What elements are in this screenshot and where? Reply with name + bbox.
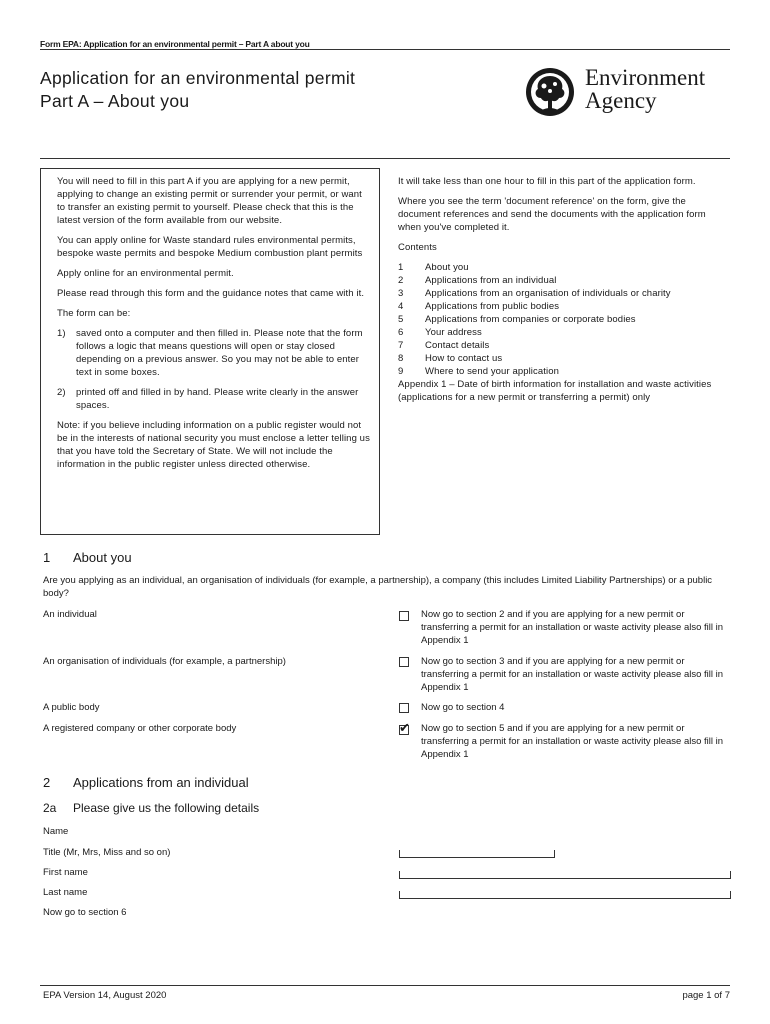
section-title: About you	[73, 550, 132, 565]
section-2a-heading	[43, 801, 259, 815]
logo-line-2: Agency	[585, 88, 657, 113]
contents-label: Applications from companies or corporate bodies	[425, 314, 636, 325]
title-label: Title (Mr, Mrs, Miss and so on)	[43, 847, 171, 858]
intro-paragraph: The form can be:	[57, 308, 131, 319]
contents-title: Contents	[398, 242, 437, 253]
contents-number: 6	[398, 327, 404, 338]
list-item-number: 1)	[57, 328, 66, 339]
section-1-heading	[43, 550, 132, 565]
list-item	[57, 386, 370, 412]
checkbox-organisation[interactable]	[399, 657, 409, 667]
title-line-2: Part A – About you	[40, 91, 190, 111]
logo-text	[585, 66, 705, 112]
name-label: Name	[43, 826, 69, 837]
option-label-individual: An individual	[43, 609, 97, 620]
contents-label: About you	[425, 262, 469, 273]
contents-label: Where to send your application	[425, 366, 559, 377]
contents-item[interactable]	[398, 261, 728, 274]
go-to-section-6: Now go to section 6	[43, 907, 127, 918]
contents-item[interactable]	[398, 313, 728, 326]
right-column	[398, 175, 728, 404]
contents-item[interactable]	[398, 352, 728, 365]
apply-online-link[interactable]: Apply online for an environmental permit.	[57, 268, 234, 279]
intro-text	[57, 175, 370, 478]
contents-item[interactable]	[398, 287, 728, 300]
first-name-label: First name	[43, 867, 88, 878]
contents-number: 7	[398, 340, 404, 351]
last-name-input[interactable]	[399, 891, 730, 899]
contents-item[interactable]	[398, 300, 728, 313]
checkbox-public-body[interactable]	[399, 703, 409, 713]
time-estimate: It will take less than one hour to fill in this part of the application form.	[398, 176, 696, 187]
title-divider	[40, 158, 730, 159]
logo-line-1: Environment	[585, 65, 706, 90]
page-title	[40, 67, 355, 113]
option-note-individual: Now go to section 2 and if you are applying for a new permit or transferring a permit for an installation or waste activity please also fill in Appendix 1	[421, 609, 724, 646]
contents-label: Applications from public bodies	[425, 301, 560, 312]
tree-icon	[522, 66, 578, 118]
list-item	[57, 327, 370, 379]
section-2-heading	[43, 775, 249, 790]
section-title: Applications from an individual	[73, 775, 249, 790]
checkbox-company[interactable]	[399, 720, 410, 735]
contents-item[interactable]	[398, 274, 728, 287]
form-version: EPA Version 14, August 2020	[43, 990, 167, 1001]
contents-item[interactable]	[398, 339, 728, 352]
contents-label: How to contact us	[425, 353, 503, 364]
intro-paragraph: You will need to fill in this part A if you are applying for a new permit, applying to change an existing permit or surrender your permit, or want to transfer an existing permit to yourself. Please check that this is the latest version of the form available from our website.	[57, 176, 362, 226]
contents-number: 1	[398, 262, 404, 273]
option-label-organisation: An organisation of individuals (for example, a partnership)	[43, 656, 286, 667]
option-note-organisation: Now go to section 3 and if you are applying for a new permit or transferring a permit for an installation or waste activity please also fill in Appendix 1	[421, 656, 724, 693]
checkmark-icon: ✔	[399, 720, 410, 735]
list-item-number: 2)	[57, 387, 66, 398]
subsection-number: 2a	[43, 801, 57, 815]
contents-list	[398, 261, 728, 378]
form-reference: Form EPA: Application for an environmental permit – Part A about you	[40, 39, 310, 49]
list-item-text: printed off and filled in by hand. Please write clearly in the answer spaces.	[76, 387, 359, 411]
option-label-company: A registered company or other corporate body	[43, 723, 237, 734]
contents-number: 4	[398, 301, 404, 312]
option-note-public-body: Now go to section 4	[421, 702, 505, 713]
first-name-input[interactable]	[399, 871, 730, 879]
contents-label: Applications from an organisation of individuals or charity	[425, 288, 671, 299]
contents-label: Applications from an individual	[425, 275, 557, 286]
contents-item[interactable]	[398, 326, 728, 339]
contents-label: Contact details	[425, 340, 490, 351]
title-input[interactable]	[399, 850, 554, 858]
checkbox-individual[interactable]	[399, 611, 409, 621]
contents-number: 5	[398, 314, 404, 325]
intro-paragraph: Please read through this form and the guidance notes that came with it.	[57, 288, 365, 299]
section-number: 2	[43, 775, 51, 790]
contents-number: 2	[398, 275, 404, 286]
section-number: 1	[43, 550, 51, 565]
last-name-label: Last name	[43, 887, 88, 898]
footer-divider	[40, 985, 730, 986]
list-item-text: saved onto a computer and then filled in. Please note that the form follows a logic that means questions will open or stay closed depending on a previous answer. So you may not be able to enter text in some boxes.	[76, 328, 363, 378]
page-number: page 1 of 7	[682, 990, 730, 1001]
contents-item[interactable]	[398, 365, 728, 378]
title-line-1: Application for an environmental permit	[40, 68, 356, 88]
security-note: Note: if you believe including information on a public register would not be in the interests of national security you must enclose a letter telling us that you have told the Secretary of State. We will not include the information in the public register unless directed otherwise.	[57, 420, 370, 470]
contents-number: 8	[398, 353, 404, 364]
header-divider	[40, 49, 730, 50]
option-note-company: Now go to section 5 and if you are applying for a new permit or transferring a permit for an installation or waste activity please also fill in Appendix 1	[421, 723, 724, 760]
intro-paragraph: You can apply online for Waste standard rules environmental permits, bespoke waste permits and bespoke Medium combustion plant permits	[57, 235, 363, 259]
contents-number: 9	[398, 366, 404, 377]
appendix-item[interactable]: Appendix 1 – Date of birth information for installation and waste activities (applications for a new permit or transferring a permit) only	[398, 379, 712, 403]
environment-agency-logo	[522, 66, 732, 118]
contents-number: 3	[398, 288, 404, 299]
applicant-type-question: Are you applying as an individual, an organisation of individuals (for example, a partnership), a company (this includes Limited Liability Partnerships) or a public body?	[43, 575, 713, 599]
contents-label: Your address	[425, 327, 482, 338]
subsection-title: Please give us the following details	[73, 801, 260, 815]
document-reference-note: Where you see the term 'document reference' on the form, give the document references and send the documents with the application form when you've completed it.	[398, 196, 706, 233]
option-label-public-body: A public body	[43, 702, 100, 713]
